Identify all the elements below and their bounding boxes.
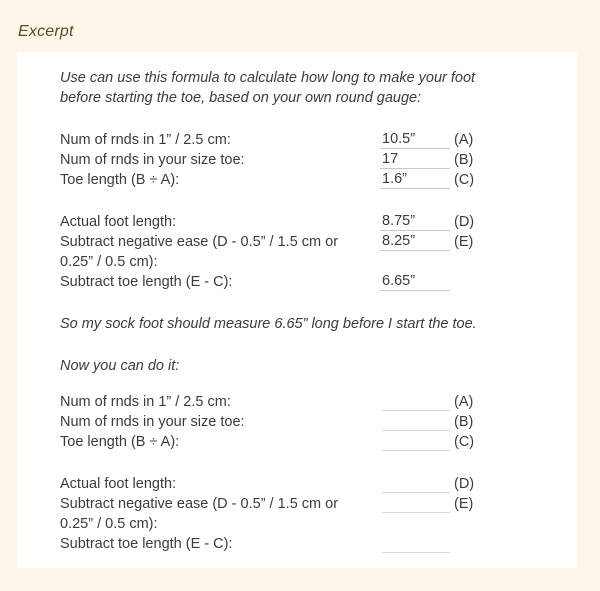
calc-label: Subtract negative ease (D - 0.5” / 1.5 cm or 0.25” / 0.5 cm): [60, 496, 339, 532]
calc-value-field [380, 130, 515, 150]
calc-row [60, 432, 561, 452]
calc-blank-line[interactable] [382, 534, 450, 553]
calc-value-field [380, 170, 515, 190]
calc-row [60, 150, 561, 170]
calc-value-field [380, 150, 515, 170]
calc-label: Num of rnds in your size toe: [60, 152, 245, 168]
calc-row [60, 474, 561, 494]
excerpt-card-content [60, 68, 561, 554]
calc-value-field [380, 212, 515, 232]
calc-value-field[interactable] [380, 432, 515, 452]
worksheet-block-gauge [60, 392, 561, 452]
spacer [60, 334, 561, 356]
example-block-foot [60, 212, 561, 292]
calc-blank-line[interactable] [382, 432, 450, 451]
calc-letter: (A) [454, 394, 474, 410]
calc-value-field[interactable] [380, 412, 515, 432]
calc-value-field[interactable] [380, 534, 515, 554]
calc-letter: (D) [454, 476, 475, 492]
calc-label: Num of rnds in 1” / 2.5 cm: [60, 132, 231, 148]
calc-letter: (E) [454, 496, 474, 512]
intro-paragraph: Use can use this formula to calculate how long to make your foot before starting the toe, based on your own round gauge: [60, 70, 476, 106]
calc-letter: (C) [454, 434, 475, 450]
calc-row [60, 412, 561, 432]
calc-letter: (C) [454, 172, 475, 188]
spacer [60, 452, 561, 474]
calc-label: Subtract toe length (E - C): [60, 536, 233, 552]
calc-label: Num of rnds in your size toe: [60, 414, 245, 430]
calc-label: Toe length (B ÷ A): [60, 434, 180, 450]
spacer [60, 190, 561, 212]
spacer [60, 108, 561, 130]
calc-letter: (E) [454, 234, 474, 250]
calc-value: 8.75” [382, 213, 416, 229]
summary-paragraph: So my sock foot should measure 6.65” long before I start the toe. [60, 316, 477, 332]
calc-value: 1.6” [382, 171, 407, 187]
calc-label: Toe length (B ÷ A): [60, 172, 180, 188]
example-block-gauge [60, 130, 561, 190]
calc-value-field [380, 232, 515, 252]
calc-row [60, 534, 561, 554]
worksheet-block-foot [60, 474, 561, 554]
page-title: Excerpt [18, 23, 74, 40]
calc-value: 6.65” [382, 273, 416, 289]
calc-row [60, 212, 561, 232]
calc-label: Actual foot length: [60, 476, 177, 492]
calc-value-field[interactable] [380, 474, 515, 494]
calc-blank-line[interactable] [382, 392, 450, 411]
calc-label: Subtract toe length (E - C): [60, 274, 233, 290]
calc-letter: (A) [454, 132, 474, 148]
calc-blank-line[interactable] [382, 412, 450, 431]
calc-row [60, 232, 561, 272]
calc-label: Actual foot length: [60, 214, 177, 230]
calc-value-field[interactable] [380, 494, 515, 514]
calc-value: 10.5” [382, 131, 416, 147]
calc-row [60, 392, 561, 412]
calc-value-field[interactable] [380, 392, 515, 412]
calc-letter: (B) [454, 414, 474, 430]
spacer [60, 292, 561, 314]
calc-blank-line[interactable] [382, 474, 450, 493]
calc-label: Subtract negative ease (D - 0.5” / 1.5 cm or 0.25” / 0.5 cm): [60, 234, 339, 270]
calc-value: 17 [382, 151, 399, 167]
calc-row [60, 130, 561, 150]
calc-label: Num of rnds in 1” / 2.5 cm: [60, 394, 231, 410]
calc-letter: (B) [454, 152, 474, 168]
calc-value: 8.25” [382, 233, 416, 249]
calc-value-field [380, 272, 515, 292]
calc-blank-line[interactable] [382, 494, 450, 513]
calc-row [60, 272, 561, 292]
calc-row [60, 494, 561, 534]
calc-row [60, 170, 561, 190]
spacer [60, 376, 561, 392]
calc-letter: (D) [454, 214, 475, 230]
excerpt-card [17, 52, 577, 568]
worksheet-prompt: Now you can do it: [60, 358, 180, 374]
